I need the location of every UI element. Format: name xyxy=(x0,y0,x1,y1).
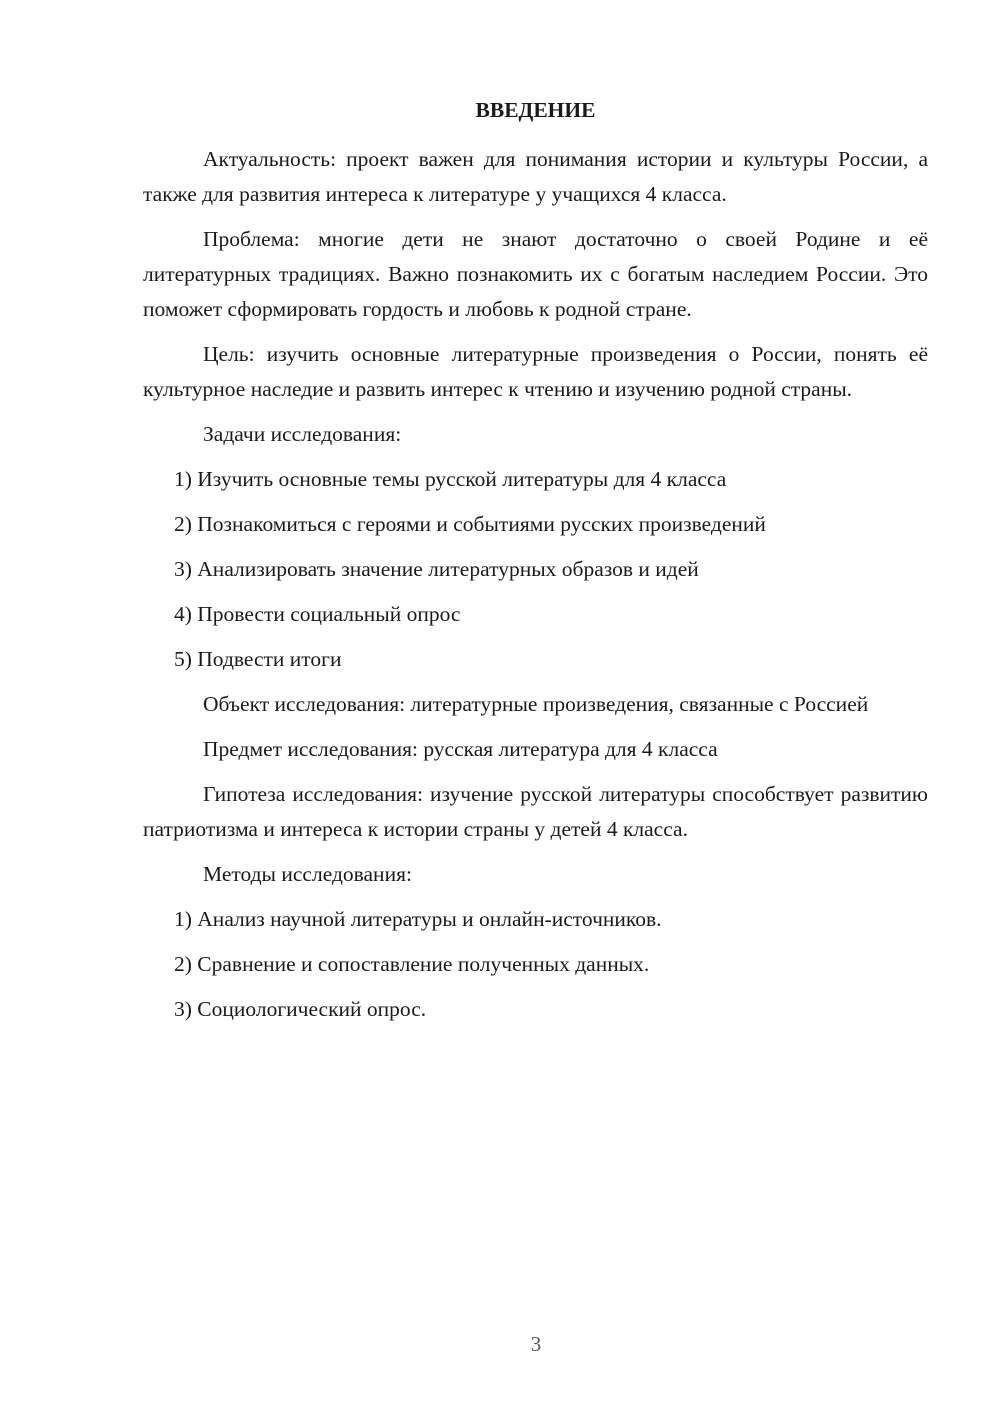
list-item: 5) Подвести итоги xyxy=(174,647,342,671)
page-number: 3 xyxy=(530,1332,542,1356)
list-item: 1) Анализ научной литературы и онлайн-источников. xyxy=(174,907,662,931)
list-item: 3) Анализировать значение литературных образов и идей xyxy=(174,557,699,581)
list-item: 2) Сравнение и сопоставление полученных данных. xyxy=(174,952,650,976)
object-paragraph: Объект исследования: литературные произведения, связанные с Россией xyxy=(203,692,869,716)
methods-list xyxy=(143,902,928,1027)
subject-paragraph: Предмет исследования: русская литература для 4 класса xyxy=(203,737,718,761)
tasks-heading: Задачи исследования: xyxy=(203,422,402,446)
problem-paragraph: Проблема: многие дети не знают достаточно о своей Родине и её литературных традициях. Важно познакомить их с богатым наследием России. Это поможет сформировать гордость и любовь к родной стране. xyxy=(143,227,928,321)
document-page xyxy=(143,93,928,1037)
methods-heading: Методы исследования: xyxy=(203,862,412,886)
tasks-list xyxy=(143,462,928,677)
list-item: 1) Изучить основные темы русской литературы для 4 класса xyxy=(174,467,727,491)
goal-paragraph: Цель: изучить основные литературные произведения о России, понять её культурное наследие и развить интерес к чтению и изучению родной страны. xyxy=(143,342,928,401)
section-title: ВВЕДЕНИЕ xyxy=(475,98,596,122)
hypothesis-paragraph: Гипотеза исследования: изучение русской литературы способствует развитию патриотизма и интереса к истории страны у детей 4 класса. xyxy=(143,782,928,841)
relevance-paragraph: Актуальность: проект важен для понимания истории и культуры России, а также для развития интереса к литературе у учащихся 4 класса. xyxy=(143,147,928,206)
list-item: 3) Социологический опрос. xyxy=(174,997,427,1021)
list-item: 4) Провести социальный опрос xyxy=(174,602,461,626)
list-item: 2) Познакомиться с героями и событиями русских произведений xyxy=(174,512,766,536)
